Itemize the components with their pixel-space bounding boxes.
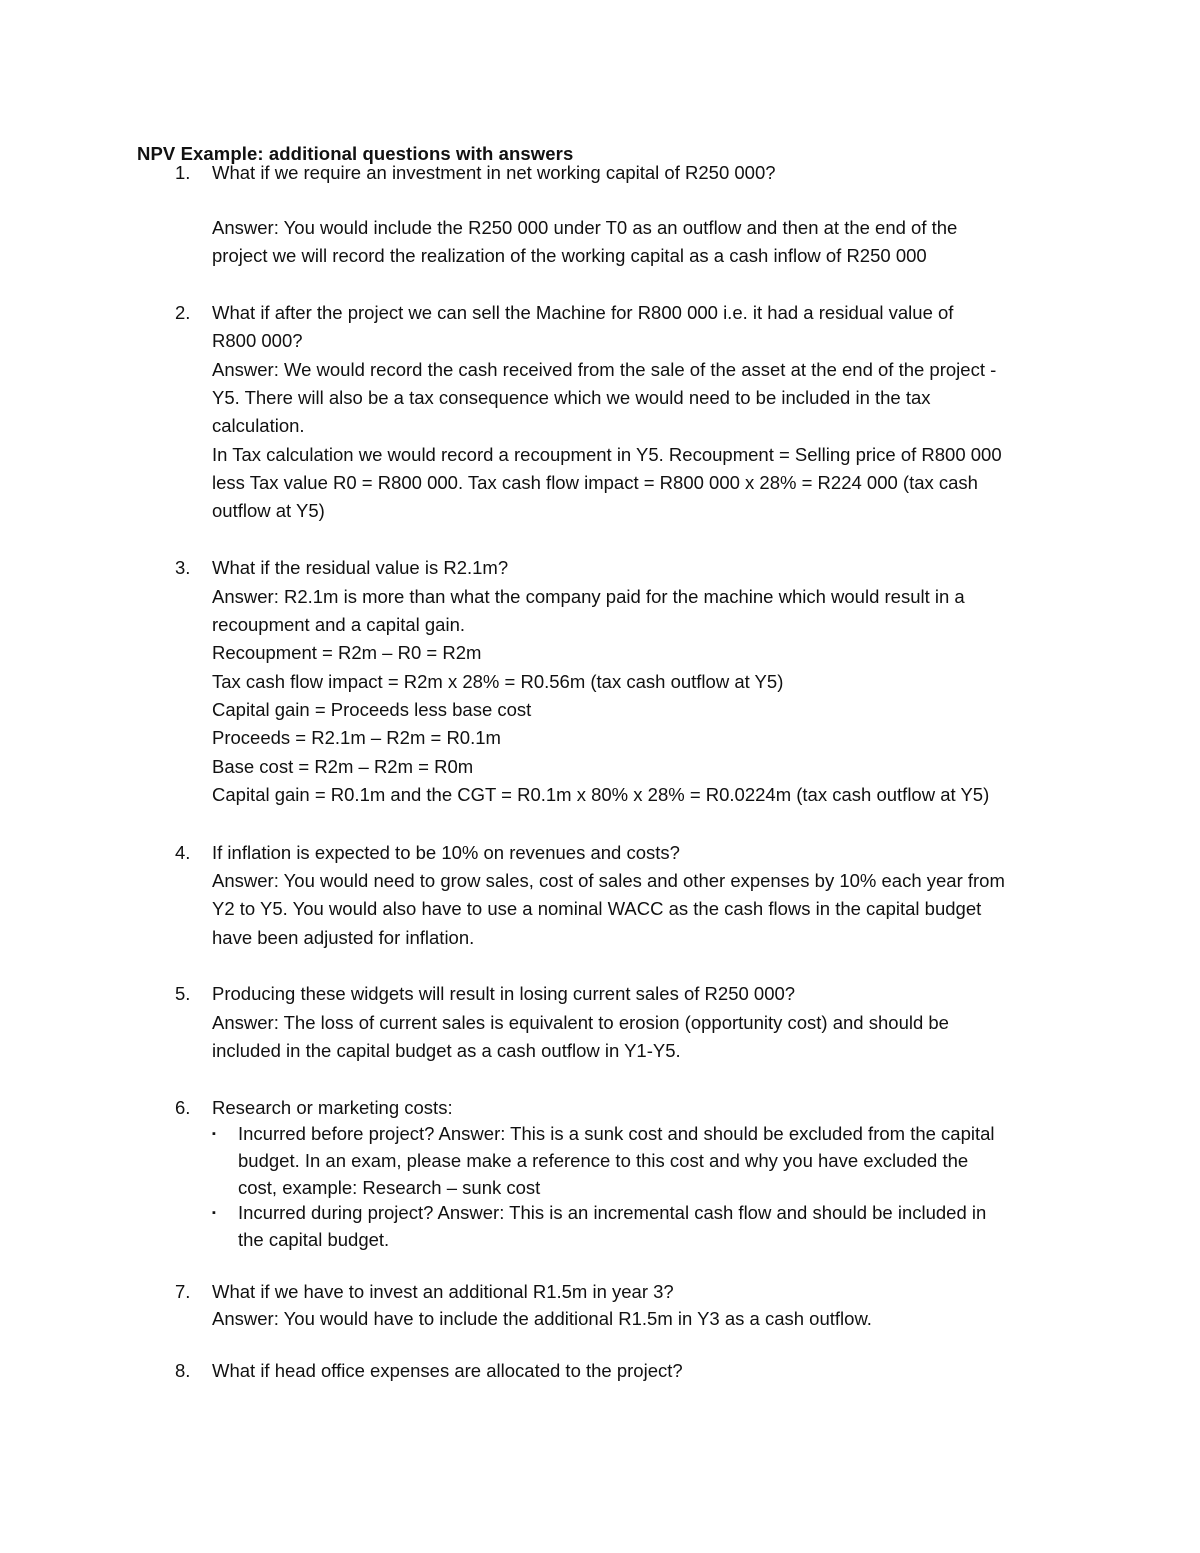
- answer-line: Capital gain = Proceeds less base cost: [212, 699, 532, 720]
- question-text: What if we have to invest an additional R1.5m in year 3?: [212, 1281, 674, 1302]
- answer-line: Answer: You would have to include the additional R1.5m in Y3 as a cash outflow.: [212, 1308, 872, 1329]
- answer-line: Answer: You would include the R250 000 under T0 as an outflow and then at the end of the: [212, 217, 958, 238]
- answer-line: included in the capital budget as a cash outflow in Y1-Y5.: [212, 1040, 681, 1061]
- answer-line: Tax cash flow impact = R2m x 28% = R0.56m (tax cash outflow at Y5): [212, 671, 784, 692]
- answer-line: In Tax calculation we would record a recoupment in Y5. Recoupment = Selling price of R800 000: [212, 444, 1002, 465]
- document-title: NPV Example: additional questions with answers: [137, 143, 574, 164]
- answer-line: calculation.: [212, 415, 305, 436]
- question-text: Producing these widgets will result in losing current sales of R250 000?: [212, 983, 796, 1004]
- question-number: 7.: [175, 1281, 191, 1302]
- question-text: If inflation is expected to be 10% on revenues and costs?: [212, 842, 680, 863]
- bullet-line: Incurred during project? Answer: This is an incremental cash flow and should be included in: [238, 1202, 987, 1223]
- answer-line: Answer: The loss of current sales is equivalent to erosion (opportunity cost) and should be: [212, 1012, 949, 1033]
- question-number: 4.: [175, 842, 191, 863]
- answer-line: Y2 to Y5. You would also have to use a nominal WACC as the cash flows in the capital budget: [212, 898, 982, 919]
- bullet-line: the capital budget.: [238, 1229, 390, 1250]
- question-text: Research or marketing costs:: [212, 1097, 453, 1118]
- question-number: 3.: [175, 557, 191, 578]
- question-text: R800 000?: [212, 330, 303, 351]
- question-number: 8.: [175, 1360, 191, 1381]
- answer-line: Answer: We would record the cash received from the sale of the asset at the end of the project -: [212, 359, 997, 380]
- answer-line: Answer: You would need to grow sales, cost of sales and other expenses by 10% each year from: [212, 870, 1005, 891]
- question-text: What if head office expenses are allocated to the project?: [212, 1360, 683, 1381]
- bullet-line: cost, example: Research – sunk cost: [238, 1177, 541, 1198]
- question-number: 1.: [175, 162, 191, 183]
- bullet-icon: ▪: [212, 1128, 216, 1140]
- answer-line: Recoupment = R2m – R0 = R2m: [212, 642, 482, 663]
- answer-line: recoupment and a capital gain.: [212, 614, 466, 635]
- answer-line: Answer: R2.1m is more than what the company paid for the machine which would result in a: [212, 586, 965, 607]
- answer-line: Base cost = R2m – R2m = R0m: [212, 756, 474, 777]
- question-number: 5.: [175, 983, 191, 1004]
- answer-line: less Tax value R0 = R800 000. Tax cash flow impact = R800 000 x 28% = R224 000 (tax cash: [212, 472, 978, 493]
- answer-line: outflow at Y5): [212, 500, 325, 521]
- question-text: What if the residual value is R2.1m?: [212, 557, 509, 578]
- question-number: 6.: [175, 1097, 191, 1118]
- answer-line: Y5. There will also be a tax consequence which we would need to be included in the tax: [212, 387, 931, 408]
- question-text: What if we require an investment in net working capital of R250 000?: [212, 162, 776, 183]
- bullet-line: Incurred before project? Answer: This is a sunk cost and should be excluded from the capital: [238, 1123, 995, 1144]
- question-number: 2.: [175, 302, 191, 323]
- answer-line: have been adjusted for inflation.: [212, 927, 475, 948]
- answer-line: Capital gain = R0.1m and the CGT = R0.1m x 80% x 28% = R0.0224m (tax cash outflow at Y5): [212, 784, 990, 805]
- answer-line: project we will record the realization of the working capital as a cash inflow of R250 000: [212, 245, 927, 266]
- question-text: What if after the project we can sell the Machine for R800 000 i.e. it had a residual value of: [212, 302, 954, 323]
- bullet-icon: ▪: [212, 1207, 216, 1219]
- answer-line: Proceeds = R2.1m – R2m = R0.1m: [212, 727, 501, 748]
- bullet-line: budget. In an exam, please make a reference to this cost and why you have excluded the: [238, 1150, 969, 1171]
